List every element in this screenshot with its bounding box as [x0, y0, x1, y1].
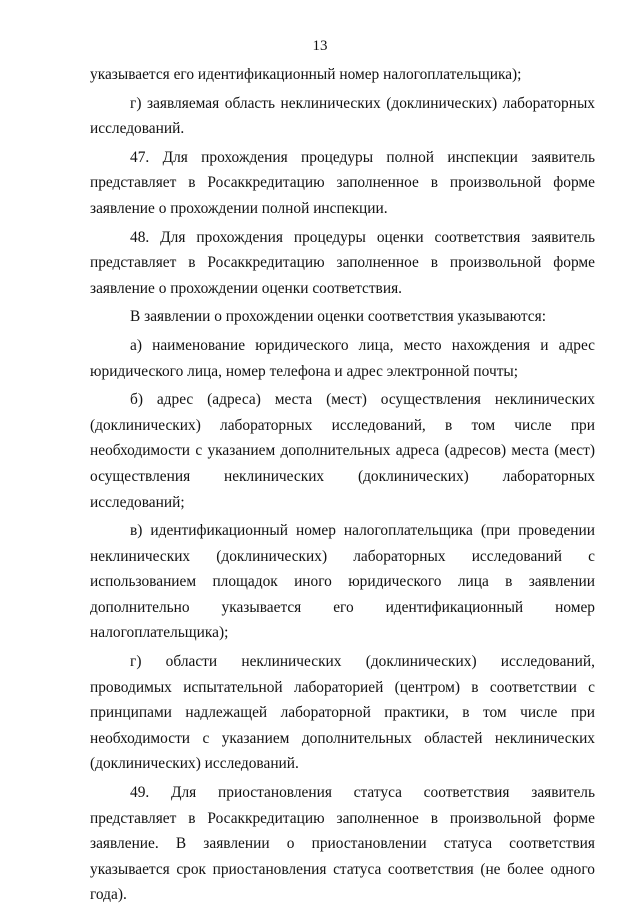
- paragraph-49: 49. Для приостановления статуса соответствия заявитель представляет в Росаккредитацию заполненное в произвольной форме заявление. В заявлении о приостановлении статуса соответствия указывается срок приостановления статуса соответствия (не более одного года).: [90, 784, 595, 904]
- paragraph-item-a: а) наименование юридического лица, место нахождения и адрес юридического лица, номер телефона и адрес электронной почты;: [90, 336, 595, 380]
- document-body: [90, 62, 595, 911]
- paragraph-47: 47. Для прохождения процедуры полной инспекции заявитель представляет в Росаккредитацию заполненное в произвольной форме заявление о прохождении полной инспекции.: [90, 148, 595, 217]
- paragraph-item-g-area: г) заявляемая область неклинических (доклинических) лабораторных исследований.: [90, 94, 595, 138]
- paragraph-item-g: г) области неклинических (доклинических) исследований, проводимых испытательной лабораторией (центром) в соответствии с принципами надлежащей лабораторной практики, в том числе при необходимости с указанием дополнительных областей неклинических (доклинических) исследований.: [90, 653, 595, 773]
- paragraph-item-b: б) адрес (адреса) места (мест) осуществления неклинических (доклинических) лабораторных исследований, в том числе при необходимости с указанием дополнительных адреса (адресов) места (мест) осуществления неклинических (доклинических) лабораторных исследований;: [90, 391, 595, 511]
- paragraph-48: 48. Для прохождения процедуры оценки соответствия заявитель представляет в Росаккредитацию заполненное в произвольной форме заявление о прохождении оценки соответствия.: [90, 228, 595, 297]
- page-number: 13: [312, 38, 328, 54]
- paragraph-item-v: в) идентификационный номер налогоплательщика (при проведении неклинических (доклинических) лабораторных исследований с использованием площадок иного юридического лица в заявлении дополнительно указывается его идентификационный номер налогоплательщика);: [90, 522, 595, 642]
- paragraph-assessment-intro: В заявлении о прохождении оценки соответствия указываются:: [130, 308, 546, 326]
- paragraph-continuation: указывается его идентификационный номер налогоплательщика);: [90, 66, 522, 83]
